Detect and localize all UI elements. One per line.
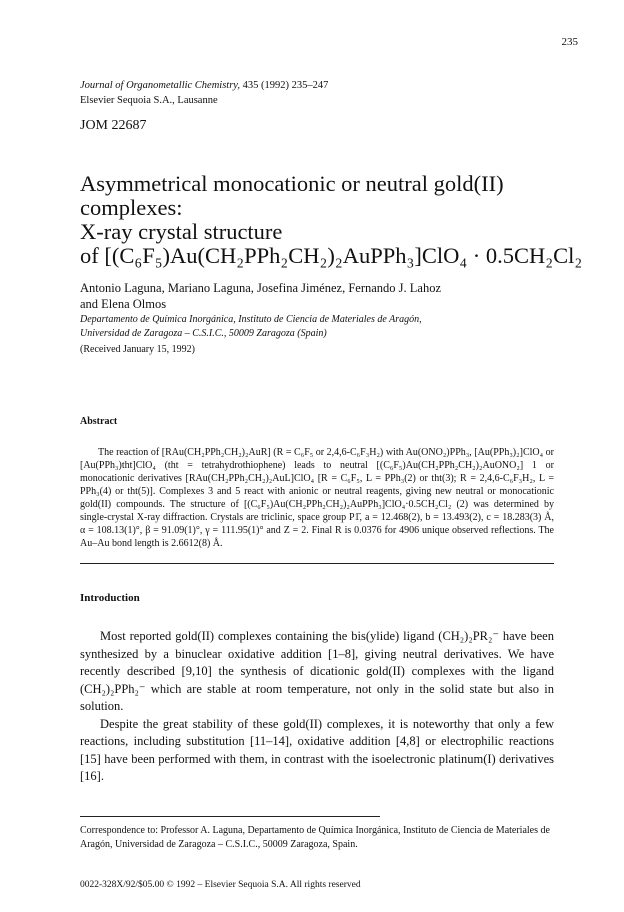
correspondence-note: Correspondence to: Professor A. Laguna, Departamento de Química Inorgánica, Instituto de Ciencia de Materiales de Aragón, Universidad de Zaragoza – C.S.I.C., 50009 Zaragoza, Spain. (80, 825, 550, 850)
affiliation (80, 313, 422, 341)
introduction-body (80, 628, 554, 786)
authors-line-1: Antonio Laguna, Mariano Laguna, Josefina Jiménez, Fernando J. Lahoz (80, 281, 442, 295)
introduction-heading: Introduction (80, 592, 140, 604)
intro-paragraph-2: Despite the great stability of these gold(II) complexes, it is noteworthy that only a few reactions, including substitution [11–14], oxidative addition [4,8] or electrophilic reactions [15] have been performed with them, in contrast with the isoelectronic platinum(I) derivatives [16]. (80, 716, 554, 783)
title-line-1: Asymmetrical monocationic or neutral gold(II) complexes: (80, 171, 504, 220)
jom-id: JOM 22687 (80, 118, 147, 133)
journal-citation-line (80, 78, 328, 93)
page-number: 235 (561, 36, 578, 48)
abstract-heading: Abstract (80, 416, 118, 427)
received-date: (Received January 15, 1992) (80, 344, 195, 355)
abstract-text: The reaction of [RAu(CH₂PPh₂CH₂)₂AuR] (R = C₆F₅ or 2,4,6-C₆F₃H₂) with Au(ONO₂)PPh₃, [Au(PPh₃)₂]ClO₄ or [Au(PPh₃)tht]ClO₄ (tht = tetrahydrothiophene) leads to neutral [(C₆F₅)Au(CH₂PPh₂CH₂)₂AuONO₂] 1 or monocationic derivatives [RAu(CH₂PPh₂CH₂)₂AuL]ClO₄ [R = C₆F₅, L = PPh₃(2) or tht(3); R = 2,4,6-C₆F₃H₂, L = PPh₃(4) or tht(5)]. Complexes 3 and 5 react with anionic or neutral reagents, giving new neutral or monocationic gold(II) compounds. The structure of [(C₆F₅)Au(CH₂PPh₂CH₂)₂AuPPh₃]ClO₄·0.5CH₂Cl₂ (2) was determined by single-crystal X-ray diffraction. Crystals are triclinic, space group P1̄, a = 12.468(2), b = 13.493(2), c = 18.283(3) Å, α = 108.13(1)°, β = 91.09(1)°, γ = 111.95(1)° and Z = 2. Final R is 0.0376 for 4906 unique observed reflections. The Au–Au bond length is 2.6612(8) Å. (80, 447, 554, 549)
journal-name: Journal of Organometallic Chemistry, (80, 80, 241, 91)
title-line-3: of [(C₆F₅)Au(CH₂PPh₂CH₂)₂AuPPh₃]ClO₄ · 0.5CH₂Cl₂ (80, 243, 583, 268)
paper-title (80, 172, 600, 268)
journal-volume: 435 (1992) 235–247 (242, 80, 329, 91)
intro-paragraph-1: Most reported gold(II) complexes containing the bis(ylide) ligand (CH₂)₂PR₂⁻ have been synthesized by a binuclear oxidative addition [1–8], giving neutral derivatives. We have recently described [9,10] the synthesis of dicationic gold(II) complexes with the ligand (CH₂)₂PPh₂⁻ which are stable at room temperature, not only in the solid state but also in solution. (80, 629, 554, 713)
authors-line-2: and Elena Olmos (80, 297, 167, 311)
section-divider (80, 563, 554, 564)
journal-header (80, 78, 328, 108)
footnote-divider (80, 816, 380, 817)
copyright-line: 0022-328X/92/$05.00 © 1992 – Elsevier Sequoia S.A. All rights reserved (80, 880, 361, 890)
affiliation-line-2: Universidad de Zaragoza – C.S.I.C., 50009 Zaragoza (Spain) (80, 328, 327, 339)
publisher: Elsevier Sequoia S.A., Lausanne (80, 95, 218, 106)
affiliation-line-1: Departamento de Química Inorgánica, Instituto de Ciencia de Materiales de Aragón, (80, 314, 422, 325)
author-list (80, 280, 441, 312)
title-line-2: X-ray crystal structure (80, 219, 283, 244)
